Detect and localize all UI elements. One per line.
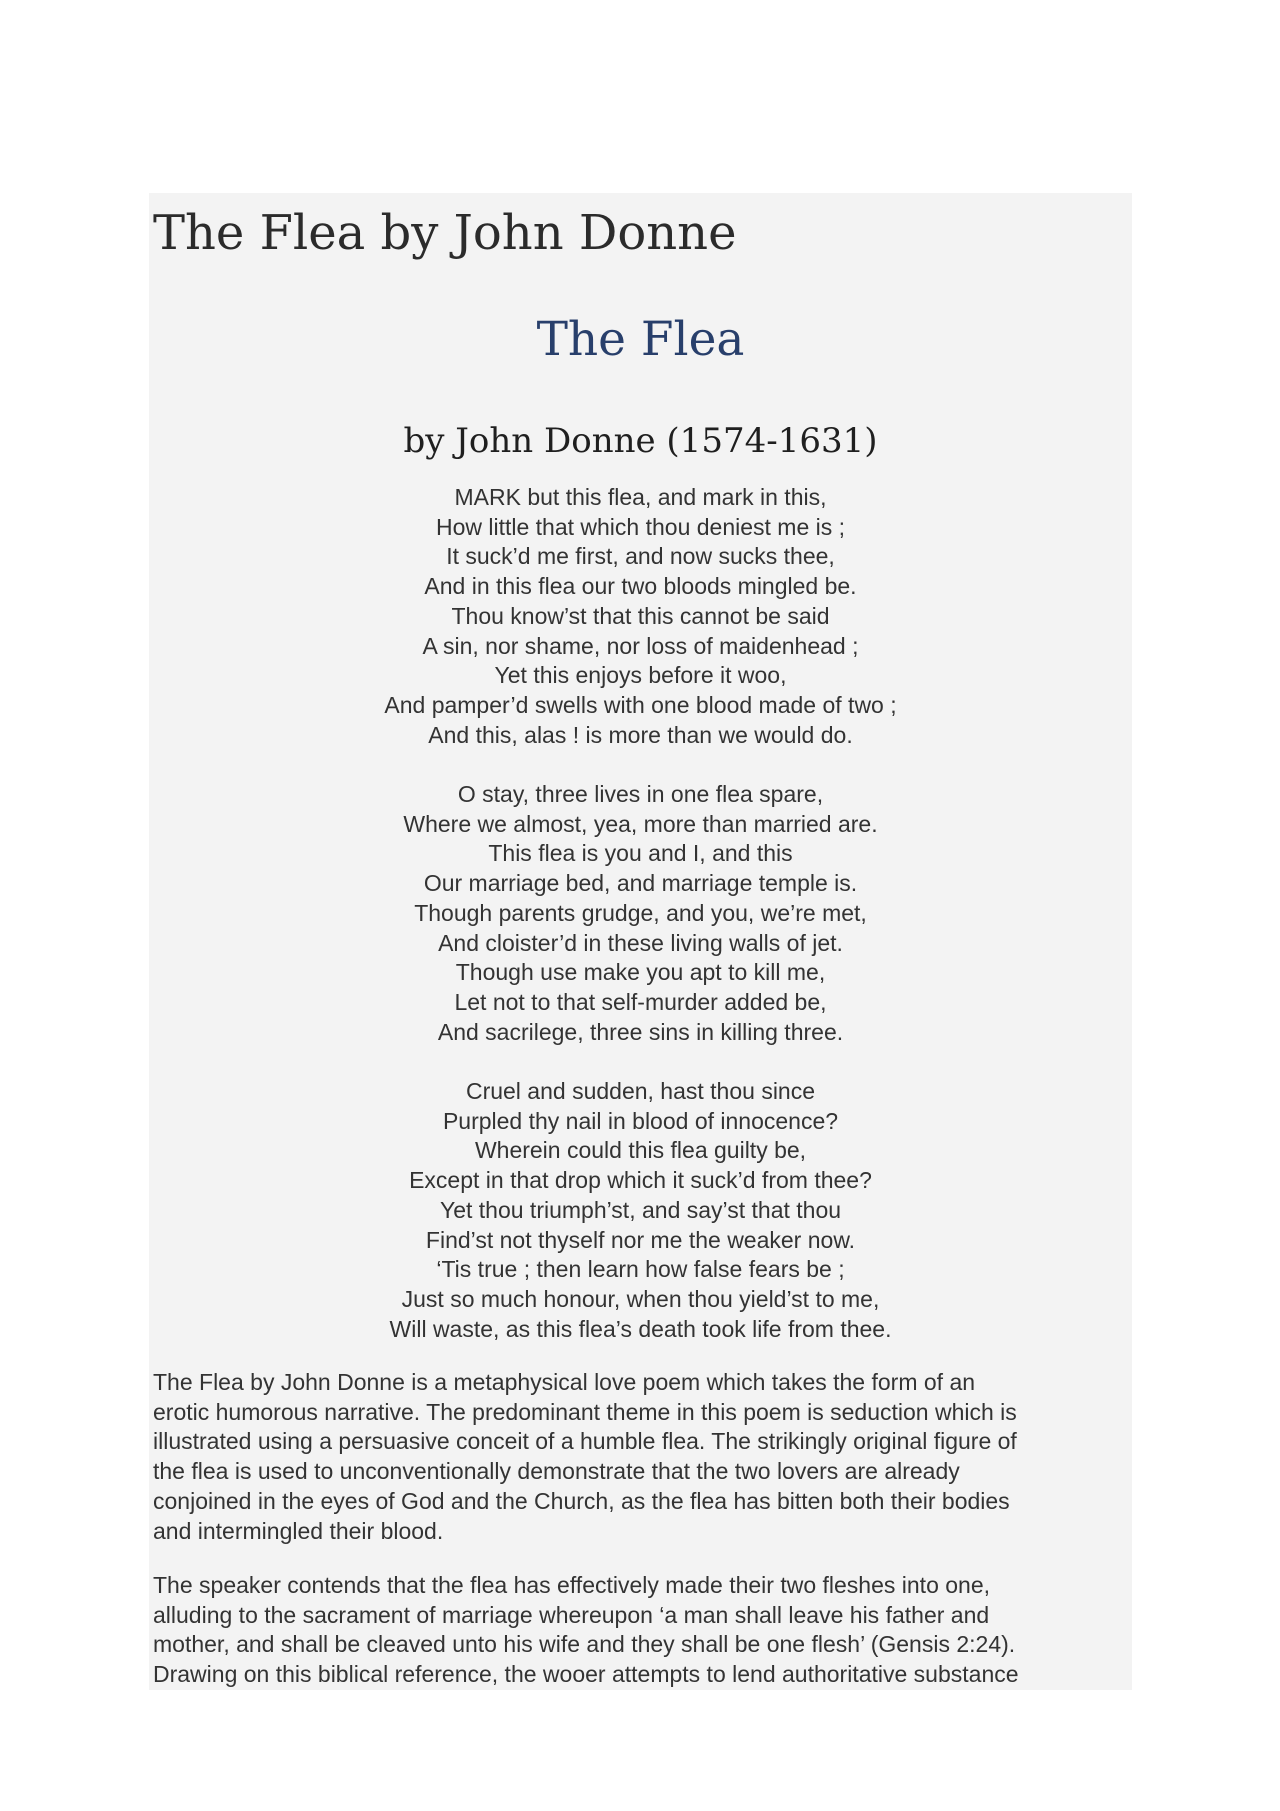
poem-line: Yet this enjoys before it woo, (494, 662, 787, 689)
poem-line: Let not to that self-murder added be, (454, 988, 827, 1015)
poem-line: Our marriage bed, and marriage temple is. (423, 870, 858, 897)
poem-line: Purpled thy nail in blood of innocence? (442, 1107, 839, 1134)
article-body (149, 193, 1132, 1690)
poem-author: by John Donne (1574-1631) (403, 421, 878, 461)
poem-stanza-1 (149, 483, 1132, 750)
commentary-paragraph-2 (153, 1571, 1128, 1690)
poem-line: O stay, three lives in one flea spare, (457, 781, 824, 807)
poem-line: Though use make you apt to kill me, (455, 959, 826, 986)
poem-line: Find’st not thyself nor me the weaker now. (425, 1226, 856, 1253)
poem-line: And cloister’d in these living walls of jet. (438, 929, 843, 956)
paragraph-line: the flea is used to unconventionally demonstrate that the two lovers are already (153, 1458, 960, 1485)
poem-line: And in this flea our two bloods mingled be. (424, 573, 857, 600)
poem-line: This flea is you and I, and this (488, 840, 793, 867)
poem-line: A sin, nor shame, nor loss of maidenhead ; (422, 632, 859, 659)
poem-line: Will waste, as this flea’s death took life from thee. (389, 1315, 892, 1342)
poem-stanza-2 (149, 780, 1132, 1047)
poem-line: Cruel and sudden, hast thou since (465, 1078, 816, 1104)
poem-line: And this, alas ! is more than we would do. (428, 721, 853, 748)
commentary-paragraph-1 (153, 1368, 1128, 1546)
paragraph-line: mother, and shall be cleaved unto his wife and they shall be one flesh’ (Gensis 2:24). (153, 1631, 1016, 1658)
paragraph-line: erotic humorous narrative. The predominant theme in this poem is seduction which is (153, 1398, 1017, 1425)
poem-line: It suck’d me first, and now sucks thee, (446, 543, 835, 570)
poem-stanza-3 (149, 1077, 1132, 1344)
poem-line: Just so much honour, when thou yield’st to me, (401, 1285, 880, 1312)
poem-line: Except in that drop which it suck’d from thee? (409, 1167, 872, 1194)
paragraph-line: alluding to the sacrament of marriage whereupon ‘a man shall leave his father and (153, 1601, 990, 1628)
poem-line: Thou know’st that this cannot be said (451, 602, 830, 629)
poem-line: Yet thou triumph’st, and say’st that thou (439, 1196, 842, 1223)
poem-line: And pamper’d swells with one blood made of two ; (384, 691, 897, 718)
poem-line: Though parents grudge, and you, we’re met, (414, 899, 867, 926)
paragraph-line: The Flea by John Donne is a metaphysical love poem which takes the form of an (153, 1369, 976, 1395)
poem-line: And sacrilege, three sins in killing three. (437, 1018, 844, 1045)
paragraph-line: illustrated using a persuasive conceit of a humble flea. The strikingly original figure of (153, 1428, 1017, 1455)
page-title: The Flea by John Donne (153, 205, 737, 261)
poem-line: ‘Tis true ; then learn how false fears be ; (436, 1256, 845, 1283)
paragraph-line: conjoined in the eyes of God and the Church, as the flea has bitten both their bodies (153, 1487, 1010, 1514)
poem-line: Wherein could this flea guilty be, (474, 1137, 807, 1164)
poem-line: MARK but this flea, and mark in this, (454, 484, 827, 510)
poem-title: The Flea (536, 312, 745, 367)
paragraph-line: The speaker contends that the flea has effectively made their two fleshes into one, (153, 1572, 991, 1598)
poem-line: Where we almost, yea, more than married are. (403, 810, 878, 837)
paragraph-line: and intermingled their blood. (153, 1517, 444, 1544)
paragraph-line: Drawing on this biblical reference, the wooer attempts to lend authoritative substance (153, 1661, 1019, 1688)
poem-line: How little that which thou deniest me is ; (435, 513, 846, 540)
